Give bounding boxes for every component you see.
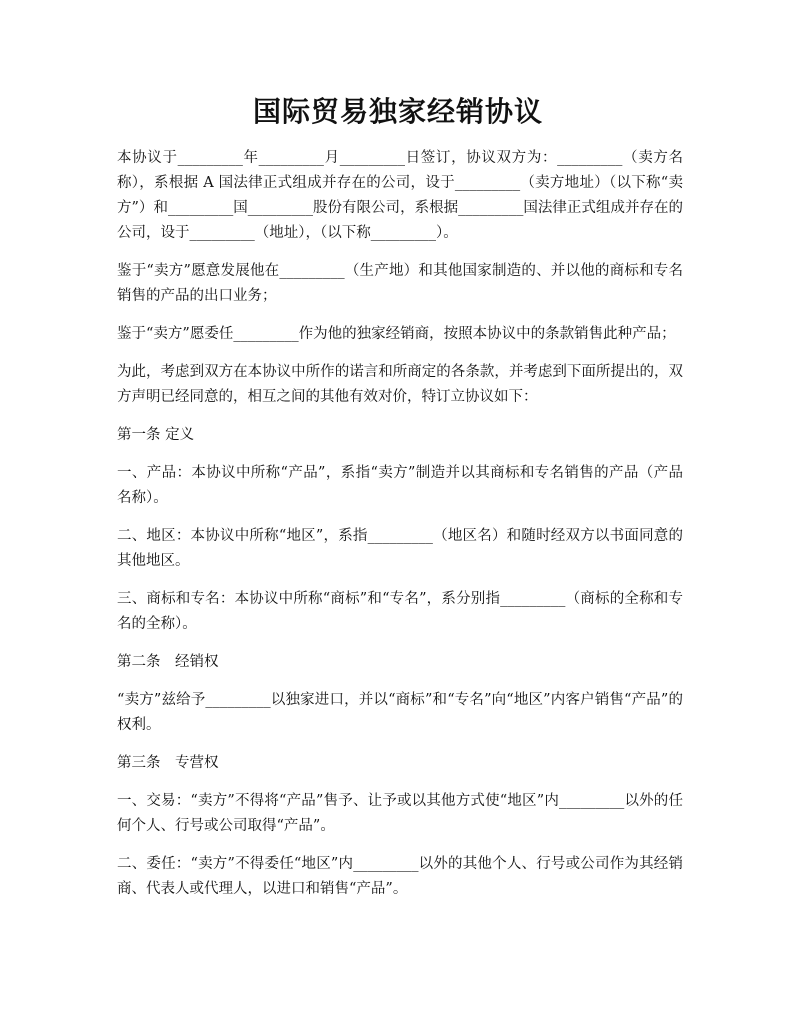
article-1-clause-trademark: 三、商标和专名：本协议中所称“商标”和“专名”，系分别指_________（商标的全称和专名的全称）。 — [117, 591, 683, 632]
article-3-clause-appointment: 二、委任：“卖方”不得委任“地区”内_________以外的其他个人、行号或公司作为其经销商、代表人或代理人，以进口和销售“产品”。 — [117, 856, 683, 897]
agreement-intro-paragraph: 为此，考虑到双方在本协议中所作的诺言和所商定的各条款，并考虑到下面所提出的，双方声明已经同意的，相互之间的其他有效对价，特订立协议如下： — [117, 364, 683, 405]
article-1-clause-territory: 二、地区：本协议中所称“地区”，系指_________（地区名）和随时经双方以书面同意的其他地区。 — [117, 528, 683, 569]
article-1-heading: 第一条 定义 — [117, 427, 195, 443]
document-body — [117, 146, 683, 915]
document-title: 国际贸易独家经销协议 — [252, 95, 543, 128]
article-3-clause-transaction: 一、交易：“卖方”不得将“产品”售予、让予或以其他方式使“地区”内_________以外的任何个人、行号或公司取得“产品”。 — [117, 793, 683, 834]
article-3-heading: 第三条 专营权 — [117, 755, 219, 771]
article-1-clause-product: 一、产品：本协议中所称“产品”，系指“卖方”制造并以其商标和专名销售的产品（产品名称）。 — [117, 465, 683, 506]
article-2-heading: 第二条 经销权 — [117, 654, 219, 670]
whereas-paragraph-2: 鉴于“卖方”愿委任_________作为他的独家经销商，按照本协议中的条款销售此种产品； — [117, 326, 676, 342]
whereas-paragraph-1: 鉴于“卖方”愿意发展他在_________（生产地）和其他国家制造的、并以他的商标和专名销售的产品的出口业务； — [117, 263, 683, 304]
preamble-paragraph: 本协议于_________年_________月_________日签订，协议双方为：_________（卖方名称），系根据 A 国法律正式组成并存在的公司，设于_________（卖方地址）（以下称“卖方”）和_________国_________股份有限公司，系根据_________国法律正式组成并存在的公司，设于_________（地址），（以下称_________）。 — [117, 150, 683, 241]
article-2-clause-distribution-right: “卖方”兹给予_________以独家进口，并以“商标”和“专名”向“地区”内客户销售“产品”的权利。 — [117, 692, 683, 733]
